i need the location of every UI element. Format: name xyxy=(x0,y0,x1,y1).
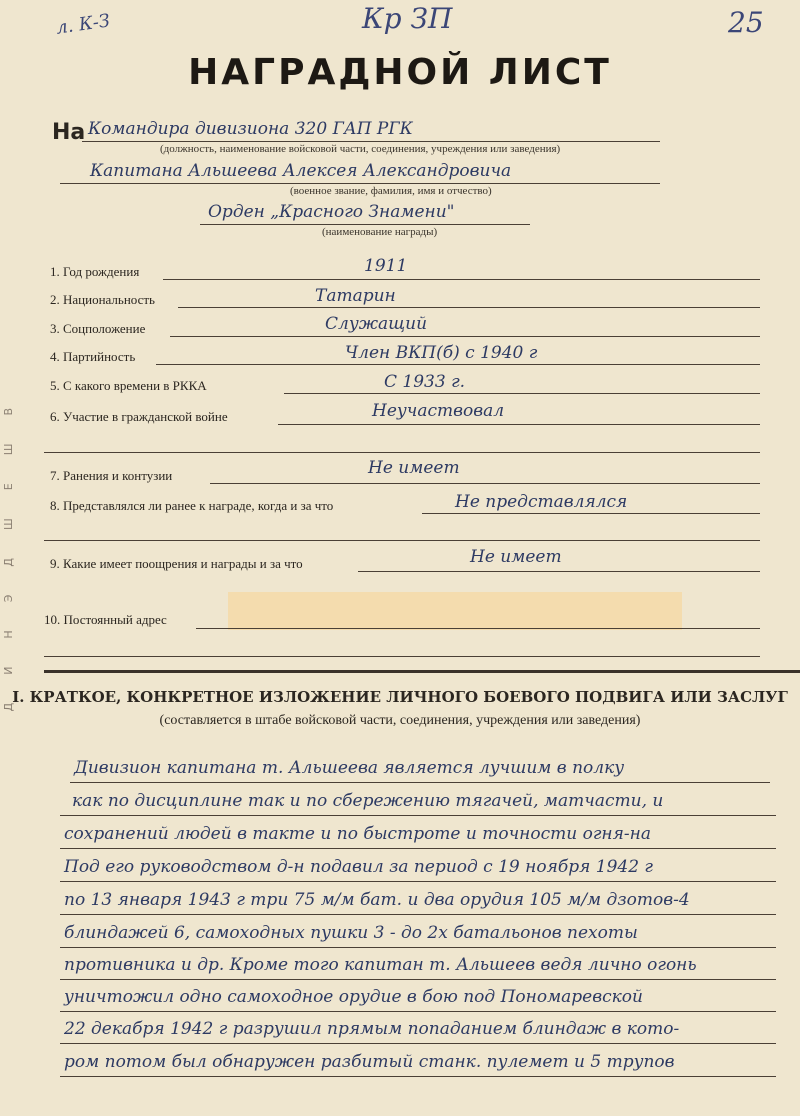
narrative-line: Дивизион капитана т. Альшеева является лучшим в полку xyxy=(74,758,625,778)
page-number: 25 xyxy=(728,6,764,39)
field-label: 9. Какие имеет поощрения и награды и за что xyxy=(50,556,303,571)
narrative-line: сохранений людей в такте и по быстроте и точности огня-на xyxy=(64,824,651,844)
narrative-line: 22 декабря 1942 г разрушил прямым попаданием блиндаж в кото- xyxy=(64,1019,680,1039)
narrative-line: блиндажей 6, самоходных пушки 3 - до 2х батальонов пехоты xyxy=(64,923,638,943)
award-value: Орден „Красного Знамени" xyxy=(208,202,455,222)
field-label: 6. Участие в гражданской войне xyxy=(50,409,228,424)
narrative-line: по 13 января 1943 г три 75 м/м бат. и два орудия 105 м/м дзотов-4 xyxy=(64,890,690,910)
field-value: 1911 xyxy=(364,256,408,276)
person-caption: (военное звание, фамилия, имя и отчество) xyxy=(290,185,492,197)
field-value: Член ВКП(б) с 1940 г xyxy=(345,343,538,363)
narrative-line: противника и др. Кроме того капитан т. Альшеев ведя лично огонь xyxy=(64,955,697,975)
to-prefix: На xyxy=(52,120,86,145)
narrative-line: как по дисциплине так и по сбережению тягачей, матчасти, и xyxy=(72,791,664,811)
field-label: 4. Партийность xyxy=(50,349,136,364)
narrative-line: уничтожил одно самоходное орудие в бою под Пономаревской xyxy=(64,987,643,1007)
person-value: Капитана Альшеева Алексея Александровича xyxy=(90,161,512,181)
field-label: 3. Соцположение xyxy=(50,321,146,336)
to-caption: (должность, наименование войсковой части, соединения, учреждения или заведения) xyxy=(160,143,561,155)
side-stamp: ДИНЭДШЕШВ xyxy=(2,380,15,712)
field-value: С 1933 г. xyxy=(384,372,466,392)
corner-note-left: л. К-З xyxy=(54,10,112,39)
section-heading: I. КРАТКОЕ, КОНКРЕТНОЕ ИЗЛОЖЕНИЕ ЛИЧНОГО БОЕВОГО ПОДВИГА ИЛИ ЗАСЛУГ xyxy=(12,688,788,706)
field-label: 2. Национальность xyxy=(50,292,155,307)
address-redaction xyxy=(228,592,682,630)
narrative-line: ром потом был обнаружен разбитый станк. пулемет и 5 трупов xyxy=(64,1052,675,1072)
field-value: Служащий xyxy=(325,314,428,334)
section-divider xyxy=(44,670,800,673)
field-label: 10. Постоянный адрес xyxy=(44,612,167,627)
field-label: 8. Представлялся ли ранее к награде, когда и за что xyxy=(50,498,334,513)
document-title: НАГРАДНОЙ ЛИСТ xyxy=(188,52,612,93)
field-value: Неучаствовал xyxy=(372,401,505,421)
field-label: 1. Год рождения xyxy=(50,264,140,279)
narrative-line: Под его руководством д-н подавил за период с 19 ноября 1942 г xyxy=(64,857,654,877)
to-value: Командира дивизиона 320 ГАП РГК xyxy=(88,119,413,139)
field-value: Не представлялся xyxy=(455,492,628,512)
field-label: 7. Ранения и контузии xyxy=(50,468,173,483)
section-subheading: (составляется в штабе войсковой части, соединения, учреждения или заведения) xyxy=(159,713,641,728)
field-label: 5. С какого времени в РККА xyxy=(50,378,207,393)
award-caption: (наименование награды) xyxy=(322,226,438,238)
field-value: Татарин xyxy=(315,286,396,306)
field-value: Не имеет xyxy=(368,458,460,478)
corner-note-center: Кр ЗП xyxy=(362,2,453,35)
field-value: Не имеет xyxy=(470,547,562,567)
